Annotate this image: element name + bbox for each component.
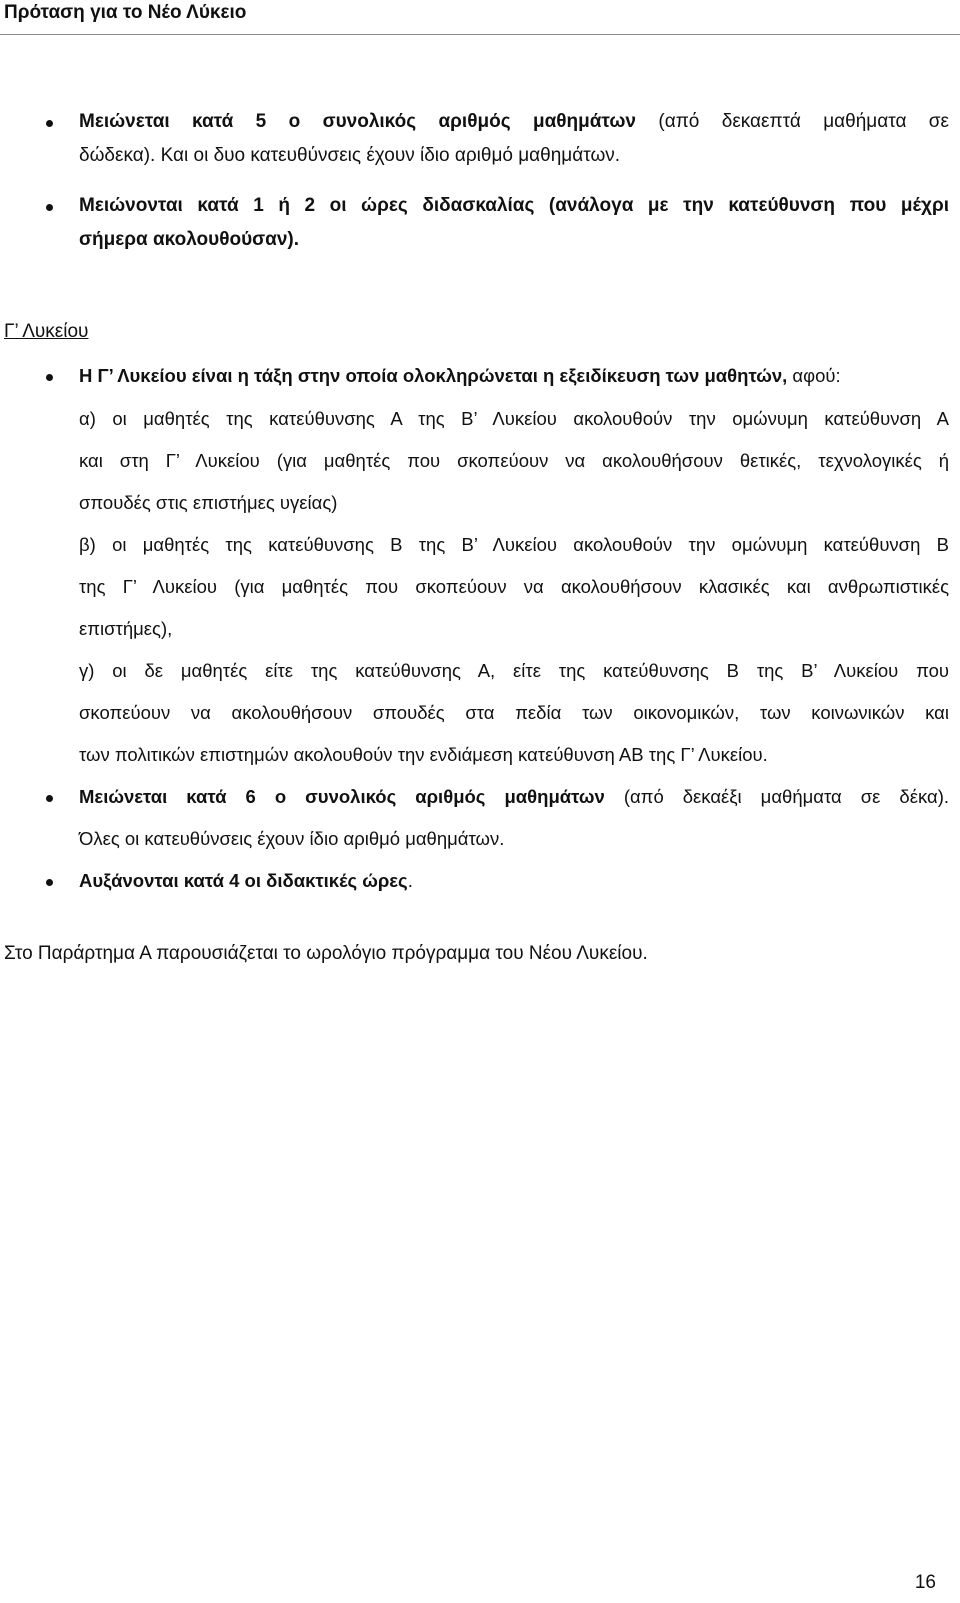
g-intro-rest: αφού: [787,365,841,386]
g-reduction-line-2: Όλες οι κατευθύνσεις έχουν ίδιο αριθμό μαθημάτων. [79,828,505,849]
g-intro-line [79,365,841,387]
bullet-1-line-1 [79,111,949,133]
bullet-1-bold: Μειώνεται κατά 5 ο συνολικός αριθμός μαθημάτων [79,111,637,132]
g-c-line-2: σκοπεύουν να ακολουθήσουν σπουδές στα πεδία των οικονομικών, των κοινωνικών και [79,702,949,723]
bullet-dot [46,204,53,211]
page-header [0,0,960,35]
g-intro-bold: Η Γ’ Λυκείου είναι η τάξη στην οποία ολοκληρώνεται η εξειδίκευση των μαθητών, [79,365,788,386]
bullet-2-line-1: Μειώνονται κατά 1 ή 2 οι ώρες διδασκαλίας (ανάλογα με την κατεύθυνση που μέχρι [79,195,949,216]
appendix-note: Στο Παράρτημα Α παρουσιάζεται το ωρολόγιο πρόγραμμα του Νέου Λυκείου. [4,943,648,964]
g-increase-rest: . [407,870,413,891]
bullet-dot [46,879,53,886]
header-title: Πρόταση για το Νέο Λύκειο [4,2,247,23]
bullet-2-line-2: σήμερα ακολουθούσαν). [79,229,299,250]
bullet-dot [46,120,53,127]
bullet-1-line-2: δώδεκα). Και οι δυο κατευθύνσεις έχουν ίδιο αριθμό μαθημάτων. [79,145,621,166]
g-c-line-3: των πολιτικών επιστημών ακολουθούν την ενδιάμεση κατεύθυνση ΑΒ της Γ’ Λυκείου. [79,744,768,765]
g-a-line-2: και στη Γ’ Λυκείου (για μαθητές που σκοπεύουν να ακολουθήσουν θετικές, τεχνολογικές ή [79,450,949,471]
bullet-dot [46,795,53,802]
bullet-1-rest: (από δεκαεπτά μαθήματα σε [658,111,949,132]
g-reduction-line-1 [79,786,949,808]
g-increase-bold: Αυξάνονται κατά 4 οι διδακτικές ώρες [79,870,408,891]
g-increase-line [79,870,413,892]
page-number: 16 [914,1572,936,1593]
g-c-line-1: γ) οι δε μαθητές είτε της κατεύθυνσης Α, είτε της κατεύθυνσης Β της Β’ Λυκείου που [79,660,949,681]
section-title: Γ’ Λυκείου [4,321,89,342]
g-b-line-1: β) οι μαθητές της κατεύθυνσης Β της Β’ Λυκείου ακολουθούν την ομώνυμη κατεύθυνση Β [79,534,949,555]
g-reduction-bold: Μειώνεται κατά 6 ο συνολικός αριθμός μαθημάτων [79,786,605,807]
g-reduction-rest: (από δεκαέξι μαθήματα σε δέκα). [623,786,949,807]
g-a-line-3: σπουδές στις επιστήμες υγείας) [79,492,338,513]
g-a-line-1: α) οι μαθητές της κατεύθυνσης Α της Β’ Λυκείου ακολουθούν την ομώνυμη κατεύθυνση Α [79,408,949,429]
g-b-line-2: της Γ’ Λυκείου (για μαθητές που σκοπεύουν να ακολουθήσουν κλασικές και ανθρωπιστικές [79,576,949,597]
bullet-dot [46,374,53,381]
g-b-line-3: επιστήμες), [79,618,173,639]
